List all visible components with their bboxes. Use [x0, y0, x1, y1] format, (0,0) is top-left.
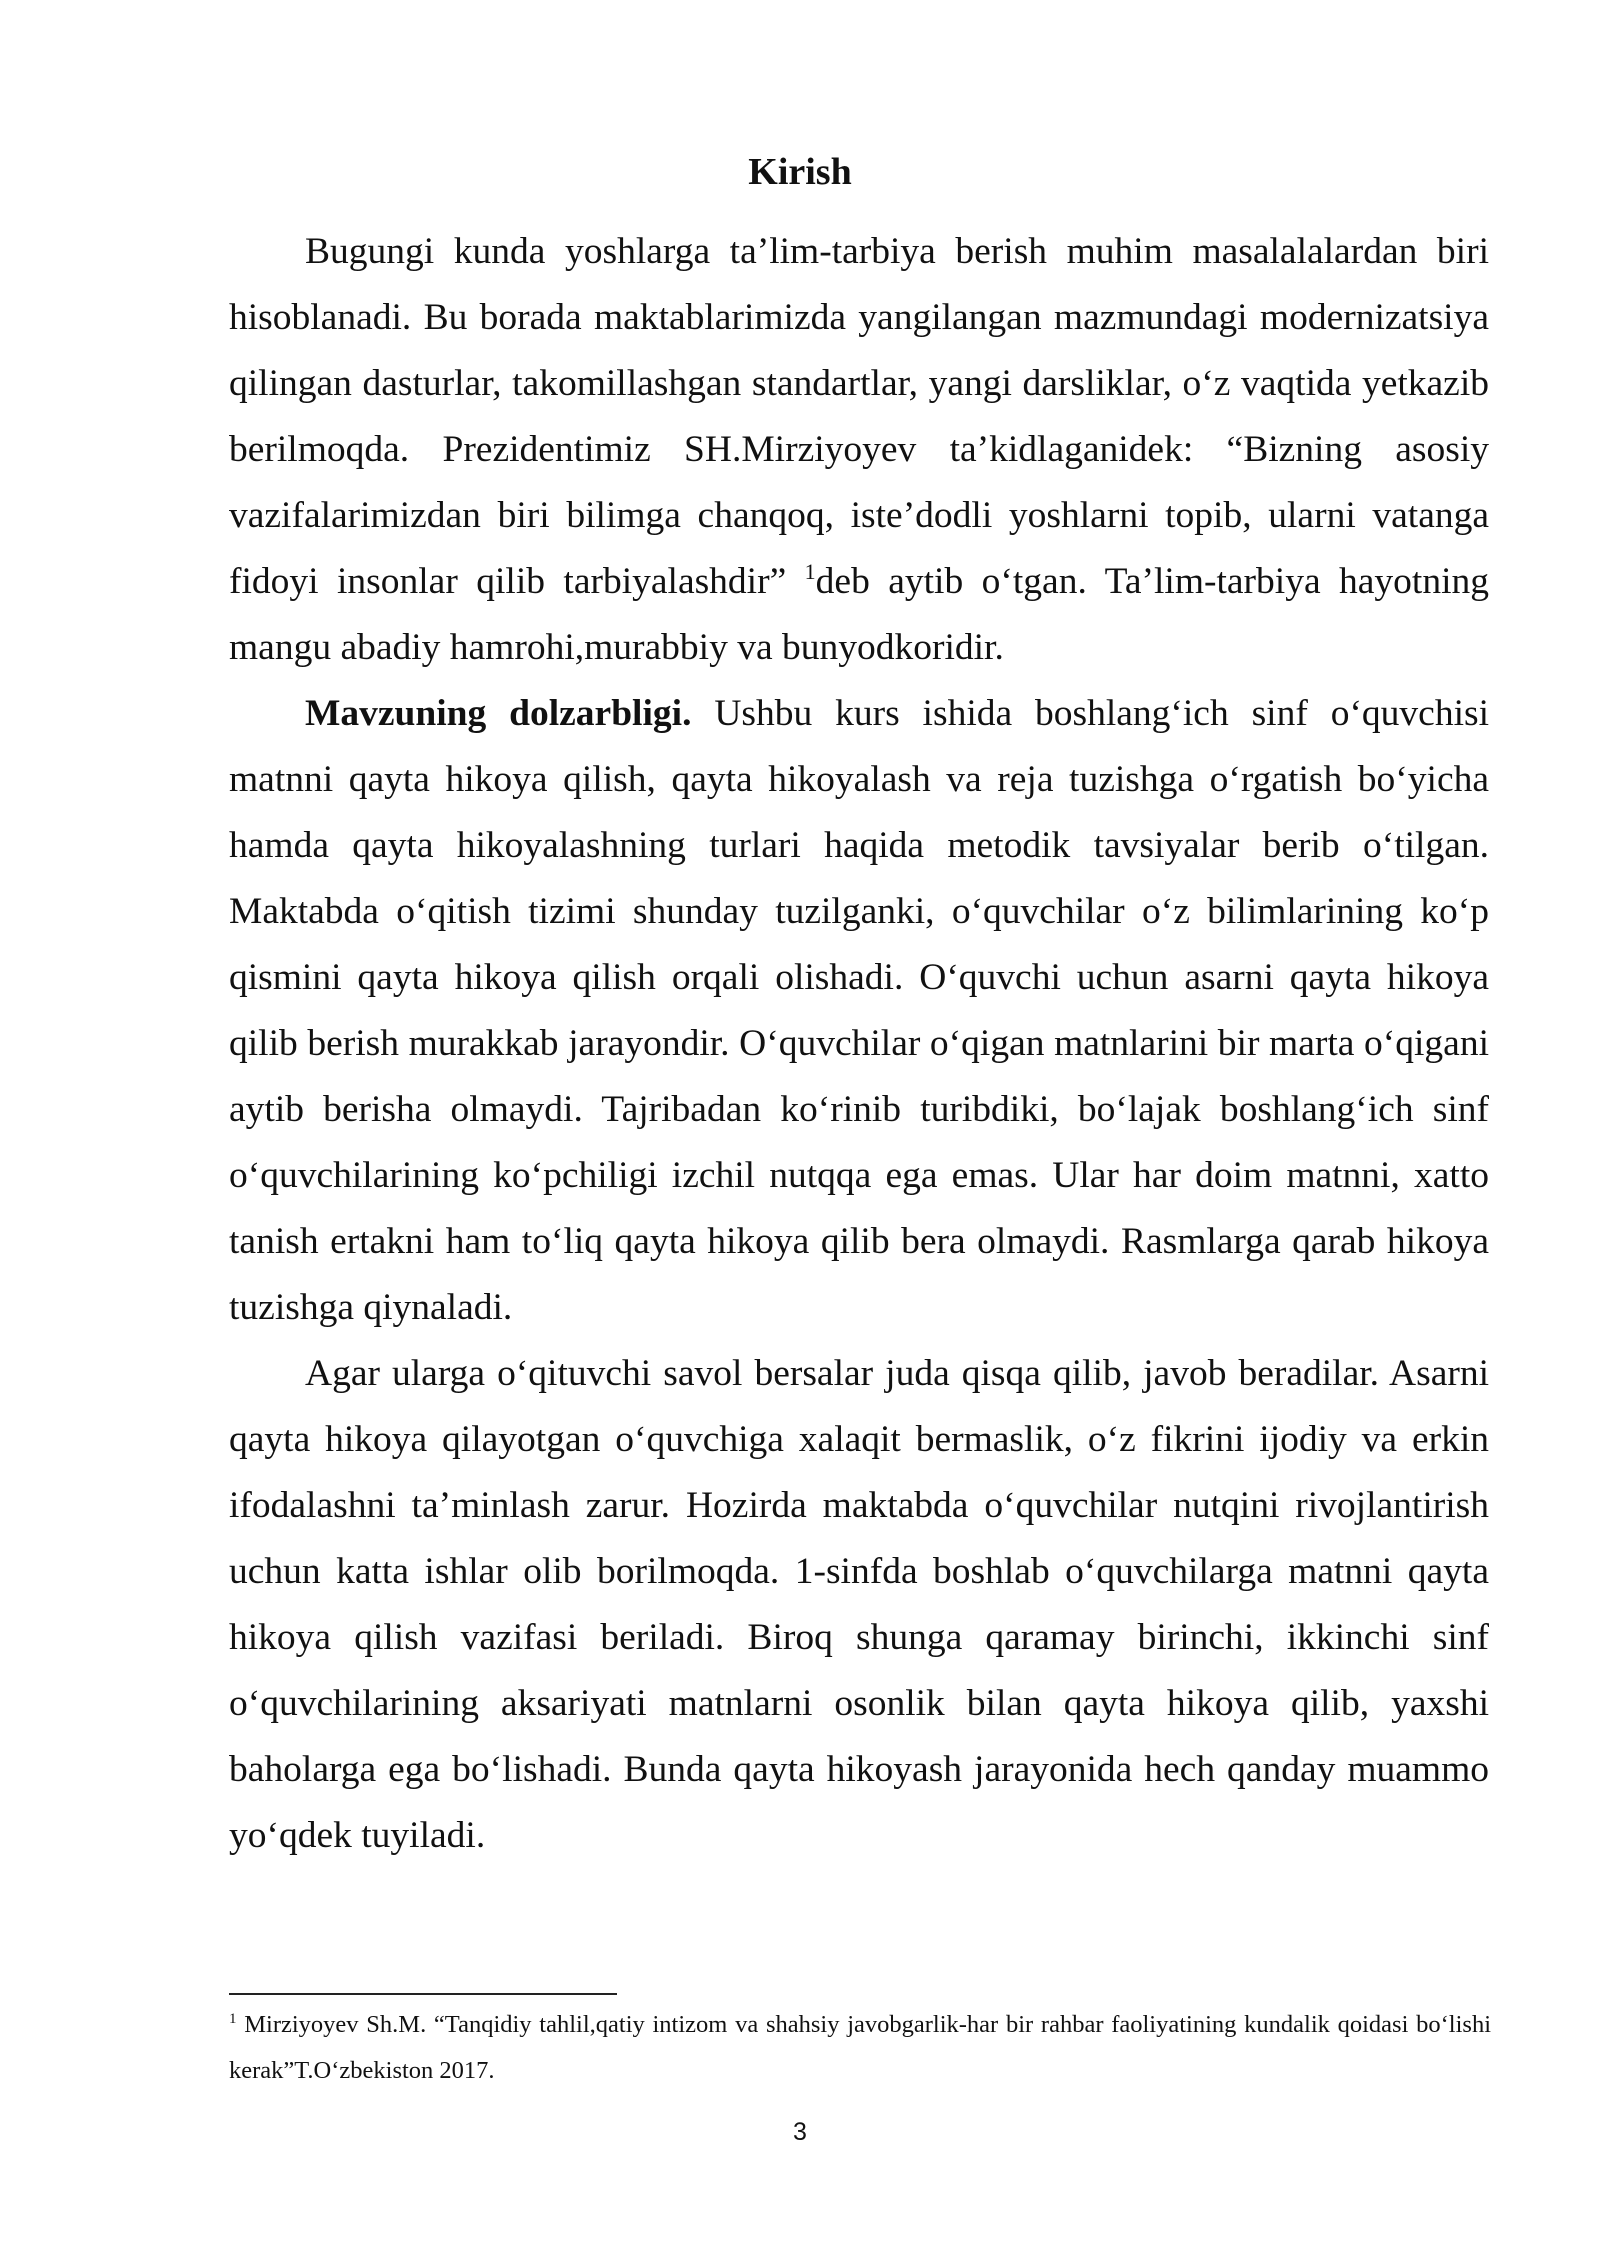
paragraph-intro-continuation: deb aytib o‘tgan. Ta’lim-tarbiya hayotning mangu abadiy hamrohi,murabbiy va bunyodkoridir.: [229, 561, 1490, 668]
paragraph-relevance: [229, 681, 1489, 1341]
body-text: [229, 219, 1489, 1869]
footnote-reference: 1: [804, 559, 816, 584]
paragraph-relevance-text: Ushbu kurs ishida boshlang‘ich sinf o‘quvchisi matnni qayta hikoya qilish, qayta hikoyalash va reja tuzishga o‘rgatish bo‘yicha hamda qayta hikoyalashning turlari haqida metodik tavsiyalar berib o‘tilgan. Maktabda o‘qitish tizimi shunday tuzilganki, o‘quvchilar o‘z bilimlarining ko‘p qismini qayta hikoya qilish orqali olishadi. O‘quvchi uchun asarni qayta hikoya qilib berish murakkab jarayondir. O‘quvchilar o‘qigan matnlarini bir marta o‘qigani aytib berisha olmaydi. Tajribadan ko‘rinib turibdiki, bo‘lajak boshlang‘ich sinf o‘quvchilarining ko‘pchiligi izchil nutqqa ega emas. Ular har doim matnni, xatto tanish ertakni ham to‘liq qayta hikoya qilib bera olmaydi. Rasmlarga qarab hikoya tuzishga qiynaladi.: [229, 693, 1490, 1328]
page-number: 3: [793, 2118, 807, 2146]
page-title: Kirish: [748, 151, 852, 193]
relevance-lead: Mavzuning dolzarbligi.: [305, 693, 692, 734]
footnote-text: Mirziyoyev Sh.M. “Tanqidiy tahlil,qatiy intizom va shahsiy javobgarlik-har bir rahbar faoliyatining kundalik qoidasi bo‘lishi kerak”T.O‘zbekiston 2017.: [229, 2011, 1491, 2084]
paragraph-intro-text: Bugungi kunda yoshlarga ta’lim-tarbiya berish muhim masalalalardan biri hisoblanadi. Bu borada maktablarimizda yangilangan mazmundagi modernizatsiya qilingan dasturlar, takomillashgan standartlar, yangi darsliklar, o‘z vaqtida yetkazib berilmoqda. Prezidentimiz SH.Mirziyoyev ta’kidlaganidek: “Bizning asosiy vazifalarimizdan biri bilimga chanqoq, iste’dodli yoshlarni topib, ularni vatanga fidoyi insonlar qilib tarbiyalashdir”: [229, 231, 1489, 602]
footnote-number: 1: [229, 2011, 237, 2027]
paragraph-intro: [229, 219, 1489, 681]
footnote: [229, 2002, 1491, 2094]
paragraph-questions: Agar ularga o‘qituvchi savol bersalar juda qisqa qilib, javob beradilar. Asarni qayta hikoya qilayotgan o‘quvchiga xalaqit bermaslik, o‘z fikrini ijodiy va erkin ifodalashni ta’minlash zarur. Hozirda maktabda o‘quvchilar nutqini rivojlantirish uchun katta ishlar olib borilmoqda. 1-sinfda boshlab o‘quvchilarga matnni qayta hikoya qilish vazifasi beriladi. Biroq shunga qaramay birinchi, ikkinchi sinf o‘quvchilarining aksariyati matnlarni osonlik bilan qayta hikoya qilib, yaxshi baholarga ega bo‘lishadi. Bunda qayta hikoyash jarayonida hech qanday muammo yo‘qdek tuyiladi.: [229, 1353, 1489, 1856]
footnote-divider: [229, 1993, 617, 1995]
